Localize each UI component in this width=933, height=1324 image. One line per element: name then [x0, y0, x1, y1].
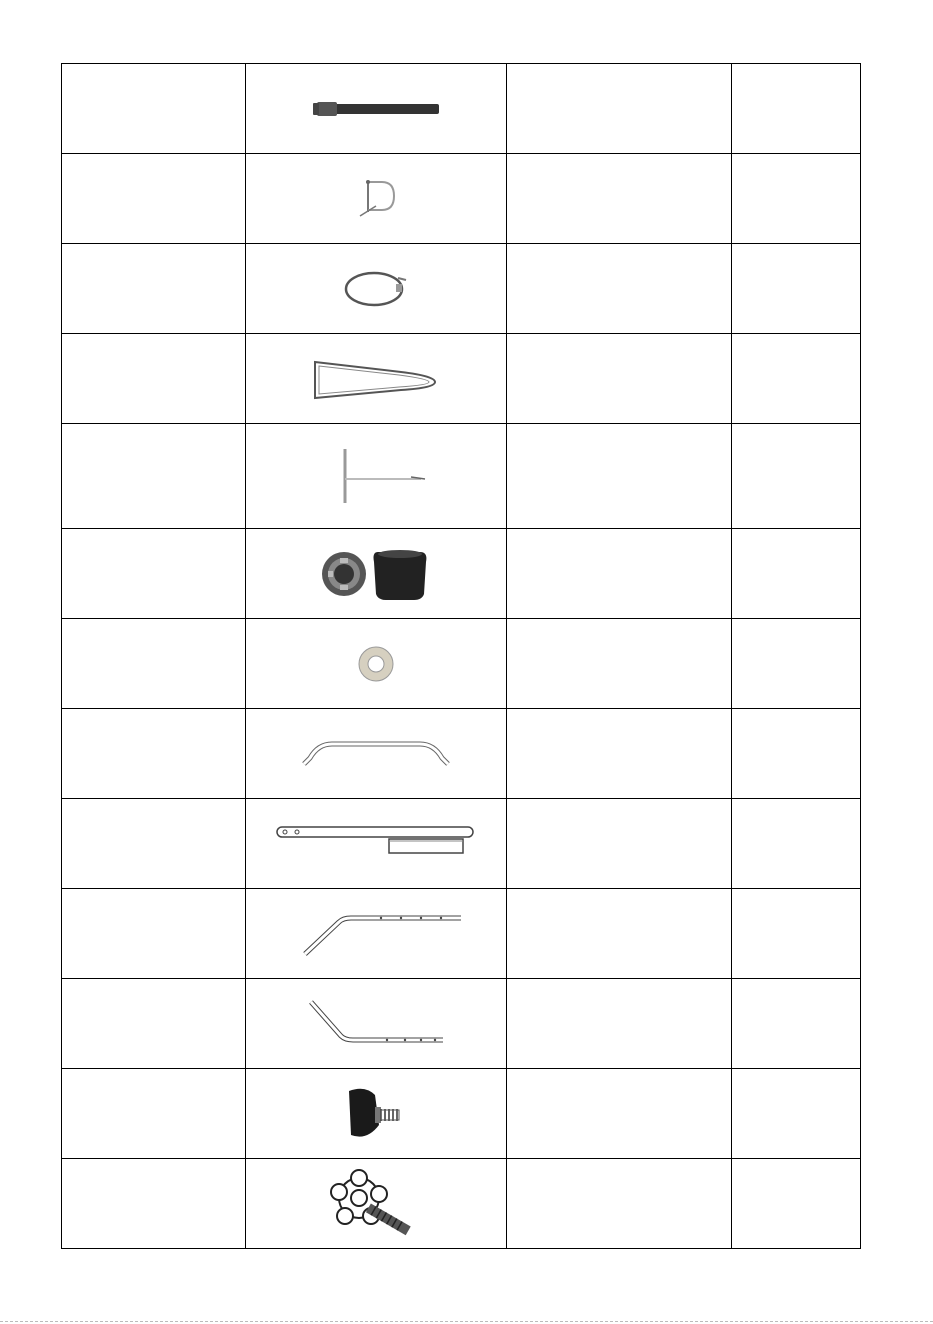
table-row	[62, 1159, 861, 1249]
part-image-cell	[246, 619, 507, 709]
part-image-cell	[246, 1159, 507, 1249]
part-number-cell	[62, 709, 246, 799]
part-image-cell	[246, 709, 507, 799]
part-image-cell	[246, 334, 507, 424]
part-quantity-cell	[732, 529, 861, 619]
part-number-cell	[62, 979, 246, 1069]
washer-icon	[351, 639, 401, 689]
part-image-cell	[246, 244, 507, 334]
part-image-cell	[246, 64, 507, 154]
part-quantity-cell	[732, 709, 861, 799]
tube-rod-icon	[301, 94, 451, 124]
part-quantity-cell	[732, 979, 861, 1069]
part-number-cell	[62, 529, 246, 619]
table-row	[62, 1069, 861, 1159]
part-description-cell	[507, 619, 732, 709]
part-description-cell	[507, 529, 732, 619]
part-description-cell	[507, 1159, 732, 1249]
spring-ring-icon	[336, 264, 416, 314]
table-row	[62, 154, 861, 244]
part-description-cell	[507, 1069, 732, 1159]
parts-list-table	[61, 63, 861, 1249]
part-image-cell	[246, 529, 507, 619]
page-footer-rule	[0, 1321, 933, 1322]
table-row	[62, 799, 861, 889]
part-number-cell	[62, 244, 246, 334]
part-description-cell	[507, 709, 732, 799]
table-row	[62, 334, 861, 424]
part-image-cell	[246, 799, 507, 889]
part-quantity-cell	[732, 424, 861, 529]
curved-bar-icon	[296, 734, 456, 774]
part-description-cell	[507, 424, 732, 529]
table-row	[62, 244, 861, 334]
part-number-cell	[62, 64, 246, 154]
rubber-bushing-icon	[316, 544, 436, 604]
wire-loop-icon	[301, 354, 451, 404]
part-description-cell	[507, 244, 732, 334]
bent-tube-left-icon	[281, 904, 471, 964]
table-row	[62, 424, 861, 529]
knob-bolt-icon	[331, 1079, 421, 1149]
part-image-cell	[246, 979, 507, 1069]
part-quantity-cell	[732, 1159, 861, 1249]
part-quantity-cell	[732, 334, 861, 424]
part-number-cell	[62, 154, 246, 244]
part-description-cell	[507, 154, 732, 244]
lynch-pin-icon	[346, 174, 406, 224]
part-description-cell	[507, 889, 732, 979]
part-quantity-cell	[732, 889, 861, 979]
part-number-cell	[62, 334, 246, 424]
table-row	[62, 529, 861, 619]
table-row	[62, 64, 861, 154]
bracket-bar-icon	[271, 819, 481, 869]
part-quantity-cell	[732, 64, 861, 154]
table-row	[62, 709, 861, 799]
part-image-cell	[246, 424, 507, 529]
part-description-cell	[507, 799, 732, 889]
part-number-cell	[62, 619, 246, 709]
part-description-cell	[507, 979, 732, 1069]
part-number-cell	[62, 1069, 246, 1159]
part-image-cell	[246, 154, 507, 244]
table-row	[62, 619, 861, 709]
part-quantity-cell	[732, 1069, 861, 1159]
part-description-cell	[507, 64, 732, 154]
part-number-cell	[62, 889, 246, 979]
part-quantity-cell	[732, 619, 861, 709]
part-quantity-cell	[732, 799, 861, 889]
bent-tube-right-icon	[301, 994, 451, 1054]
part-number-cell	[62, 799, 246, 889]
part-number-cell	[62, 1159, 246, 1249]
table-row	[62, 979, 861, 1069]
t-handle-wrench-icon	[321, 441, 431, 511]
table-row	[62, 889, 861, 979]
part-number-cell	[62, 424, 246, 529]
part-image-cell	[246, 889, 507, 979]
part-quantity-cell	[732, 154, 861, 244]
part-description-cell	[507, 334, 732, 424]
star-knob-bolt-icon	[321, 1164, 431, 1244]
part-image-cell	[246, 1069, 507, 1159]
part-quantity-cell	[732, 244, 861, 334]
